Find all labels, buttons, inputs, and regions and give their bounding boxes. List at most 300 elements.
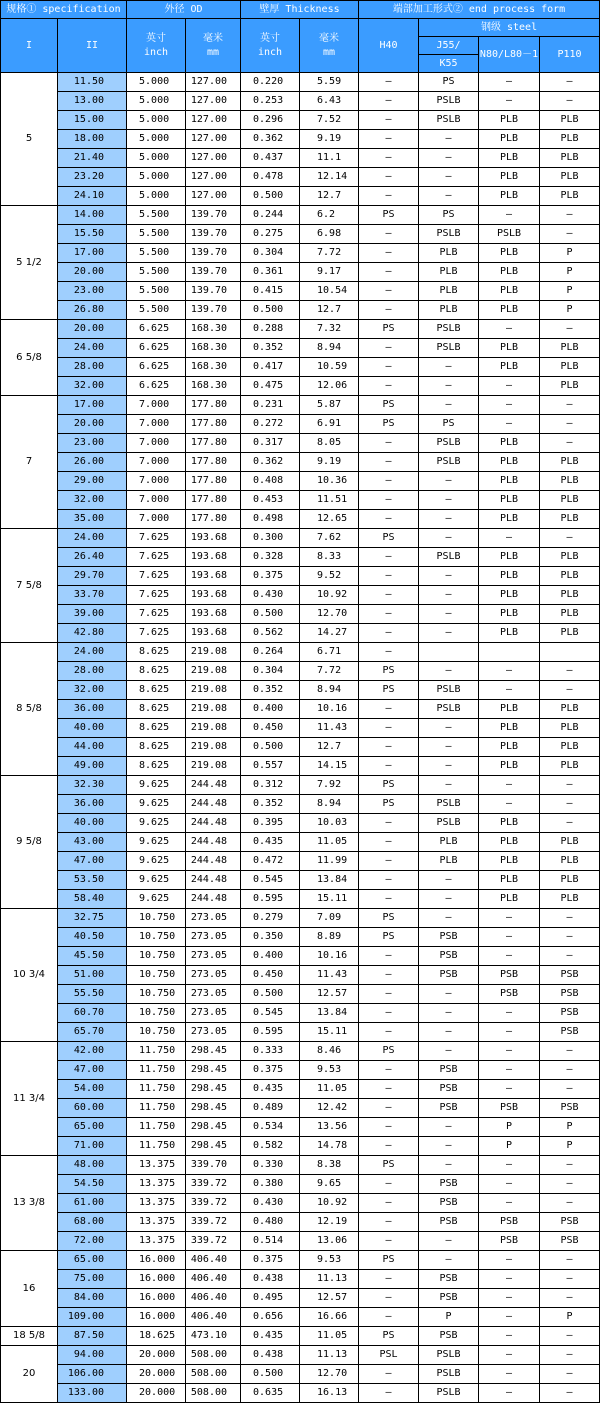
thickness-inch-cell: 0.220 — [241, 73, 300, 92]
p110-cell: – — [540, 1194, 600, 1213]
thickness-mm-cell: 10.16 — [300, 947, 359, 966]
thickness-inch-cell: 0.545 — [241, 871, 300, 890]
thickness-mm-cell: 11.99 — [300, 852, 359, 871]
od-mm-cell: 193.68 — [186, 586, 241, 605]
thickness-mm-cell: 6.43 — [300, 92, 359, 111]
table-row — [1, 814, 600, 833]
od-mm-cell: 139.70 — [186, 206, 241, 225]
p110-cell: PLB — [540, 377, 600, 396]
weight-cell: 20.00 — [58, 320, 127, 339]
thickness-inch-cell: 0.272 — [241, 415, 300, 434]
table-row — [1, 1213, 600, 1232]
weight-cell: 13.00 — [58, 92, 127, 111]
od-mm-cell: 219.08 — [186, 700, 241, 719]
table-row — [1, 1118, 600, 1137]
od-inch-cell: 10.750 — [127, 928, 186, 947]
od-inch-cell: 7.000 — [127, 491, 186, 510]
n80-cell — [479, 643, 540, 662]
p110-cell: P — [540, 301, 600, 320]
h40-cell: – — [359, 1061, 419, 1080]
od-mm-cell: 244.48 — [186, 776, 241, 795]
table-row — [1, 548, 600, 567]
table-row — [1, 263, 600, 282]
n80-cell: – — [479, 1346, 540, 1365]
h40-cell: – — [359, 1308, 419, 1327]
n80-cell: PLB — [479, 605, 540, 624]
h40-cell: – — [359, 871, 419, 890]
n80-cell: PSB — [479, 1232, 540, 1251]
j55-cell: PSB — [419, 1213, 479, 1232]
h40-cell: – — [359, 738, 419, 757]
table-row — [1, 282, 600, 301]
thickness-mm-cell: 11.1 — [300, 149, 359, 168]
weight-cell: 54.50 — [58, 1175, 127, 1194]
table-row — [1, 472, 600, 491]
h40-cell: – — [359, 1080, 419, 1099]
p110-cell: – — [540, 529, 600, 548]
od-mm-cell: 244.48 — [186, 795, 241, 814]
n80-cell: PLB — [479, 719, 540, 738]
od-inch-cell: 6.625 — [127, 339, 186, 358]
p110-cell: – — [540, 92, 600, 111]
weight-cell: 43.00 — [58, 833, 127, 852]
thickness-inch-cell: 0.304 — [241, 244, 300, 263]
thickness-mm-cell: 8.89 — [300, 928, 359, 947]
od-mm-cell: 244.48 — [186, 833, 241, 852]
od-inch-cell: 10.750 — [127, 947, 186, 966]
n80-cell: – — [479, 1365, 540, 1384]
weight-cell: 45.50 — [58, 947, 127, 966]
p110-cell: – — [540, 681, 600, 700]
od-mm-cell: 273.05 — [186, 985, 241, 1004]
weight-cell: 32.00 — [58, 491, 127, 510]
j55-cell: PSLB — [419, 92, 479, 111]
weight-cell: 42.80 — [58, 624, 127, 643]
p110-cell: – — [540, 225, 600, 244]
p110-cell: PLB — [540, 510, 600, 529]
j55-header: J55/ — [419, 37, 479, 55]
j55-cell: PSLB — [419, 814, 479, 833]
thickness-inch-cell: 0.395 — [241, 814, 300, 833]
p110-cell: – — [540, 1175, 600, 1194]
table-header — [1, 1, 600, 73]
thickness-inch-cell: 0.500 — [241, 738, 300, 757]
od-inch-cell: 7.625 — [127, 548, 186, 567]
p110-cell: – — [540, 909, 600, 928]
k55-header: K55 — [419, 55, 479, 73]
n80-cell: PLB — [479, 149, 540, 168]
h40-cell: PS — [359, 206, 419, 225]
weight-cell: 28.00 — [58, 358, 127, 377]
weight-cell: 39.00 — [58, 605, 127, 624]
thickness-inch-cell: 0.557 — [241, 757, 300, 776]
thickness-mm-cell: 9.65 — [300, 1175, 359, 1194]
od-inch-cell: 5.500 — [127, 263, 186, 282]
weight-cell: 24.10 — [58, 187, 127, 206]
p110-cell: PLB — [540, 168, 600, 187]
thickness-mm-cell: 14.78 — [300, 1137, 359, 1156]
thickness-mm-cell: 11.05 — [300, 1327, 359, 1346]
j55-cell: – — [419, 1042, 479, 1061]
h40-cell: – — [359, 1384, 419, 1403]
table-row — [1, 586, 600, 605]
n80-cell: PLB — [479, 890, 540, 909]
j55-cell: PSLB — [419, 681, 479, 700]
od-mm-cell: 219.08 — [186, 719, 241, 738]
weight-cell: 106.00 — [58, 1365, 127, 1384]
od-inch-cell: 16.000 — [127, 1251, 186, 1270]
h40-cell: – — [359, 491, 419, 510]
p110-cell: – — [540, 1270, 600, 1289]
n80-cell: PLB — [479, 434, 540, 453]
table-row — [1, 757, 600, 776]
thickness-mm-cell: 13.84 — [300, 1004, 359, 1023]
h40-cell: – — [359, 187, 419, 206]
thickness-inch-cell: 0.400 — [241, 700, 300, 719]
n80-cell: – — [479, 1270, 540, 1289]
table-row — [1, 624, 600, 643]
table-row — [1, 928, 600, 947]
thickness-inch-cell: 0.352 — [241, 681, 300, 700]
weight-cell: 29.00 — [58, 472, 127, 491]
thickness-inch-cell: 0.362 — [241, 130, 300, 149]
thickness-mm-cell: 11.13 — [300, 1346, 359, 1365]
j55-cell: – — [419, 491, 479, 510]
p110-cell: – — [540, 434, 600, 453]
od-mm-cell: 244.48 — [186, 814, 241, 833]
p110-cell: – — [540, 1384, 600, 1403]
weight-cell: 26.00 — [58, 453, 127, 472]
n80-cell: PLB — [479, 472, 540, 491]
h40-cell: – — [359, 700, 419, 719]
weight-cell: 29.70 — [58, 567, 127, 586]
thickness-mm-cell: 8.94 — [300, 681, 359, 700]
od-inch-cell: 7.000 — [127, 434, 186, 453]
p110-cell: PSB — [540, 1023, 600, 1042]
n80-cell: PSB — [479, 966, 540, 985]
thickness-mm-cell: 14.15 — [300, 757, 359, 776]
h40-cell: PS — [359, 1251, 419, 1270]
size-cell: 11 3/4 — [1, 1042, 58, 1156]
p110-cell: – — [540, 415, 600, 434]
p110-cell — [540, 643, 600, 662]
thickness-mm-cell: 10.54 — [300, 282, 359, 301]
thickness-inch-cell: 0.417 — [241, 358, 300, 377]
j55-cell: – — [419, 890, 479, 909]
thickness-inch-cell: 0.430 — [241, 1194, 300, 1213]
p110-cell: PLB — [540, 605, 600, 624]
od-mm-cell: 139.70 — [186, 301, 241, 320]
od-inch-cell: 9.625 — [127, 890, 186, 909]
weight-cell: 54.00 — [58, 1080, 127, 1099]
thickness-mm-cell: 12.65 — [300, 510, 359, 529]
thickness-inch-cell: 0.352 — [241, 795, 300, 814]
od-mm-cell: 127.00 — [186, 111, 241, 130]
od-inch-cell: 8.625 — [127, 719, 186, 738]
j55-cell: – — [419, 1137, 479, 1156]
table-row — [1, 776, 600, 795]
table-row — [1, 643, 600, 662]
od-inch-cell: 5.500 — [127, 301, 186, 320]
thickness-inch-cell: 0.352 — [241, 339, 300, 358]
od-inch-cell: 7.000 — [127, 510, 186, 529]
thickness-mm-cell: 12.7 — [300, 187, 359, 206]
thickness-inch-cell: 0.582 — [241, 1137, 300, 1156]
n80-cell: – — [479, 1289, 540, 1308]
thickness-mm-cell: 12.19 — [300, 1213, 359, 1232]
od-inch-cell: 9.625 — [127, 814, 186, 833]
thickness-inch-cell: 0.498 — [241, 510, 300, 529]
od-mm-cell: 127.00 — [186, 73, 241, 92]
table-row — [1, 567, 600, 586]
table-row — [1, 491, 600, 510]
h40-cell: PS — [359, 1156, 419, 1175]
j55-cell: – — [419, 586, 479, 605]
thickness-mm-cell: 13.84 — [300, 871, 359, 890]
od-mm-cell: 273.05 — [186, 947, 241, 966]
j55-cell: – — [419, 624, 479, 643]
thickness-inch-cell: 0.453 — [241, 491, 300, 510]
weight-cell: 53.50 — [58, 871, 127, 890]
thickness-inch-cell: 0.408 — [241, 472, 300, 491]
od-mm-cell: 193.68 — [186, 529, 241, 548]
j55-cell: – — [419, 757, 479, 776]
col-ii-header: II — [58, 19, 127, 73]
p110-cell: PLB — [540, 833, 600, 852]
p110-cell: PLB — [540, 472, 600, 491]
od-mm-cell: 177.80 — [186, 472, 241, 491]
thickness-mm-cell: 9.19 — [300, 130, 359, 149]
thickness-mm-cell: 10.03 — [300, 814, 359, 833]
od-inch-cell: 5.500 — [127, 244, 186, 263]
thickness-inch-cell: 0.330 — [241, 1156, 300, 1175]
od-mm-cell: 177.80 — [186, 396, 241, 415]
n80-cell: – — [479, 1194, 540, 1213]
weight-cell: 36.00 — [58, 795, 127, 814]
weight-cell: 23.20 — [58, 168, 127, 187]
j55-cell: – — [419, 510, 479, 529]
j55-cell: PSB — [419, 1061, 479, 1080]
p110-cell: – — [540, 396, 600, 415]
h40-cell: – — [359, 1213, 419, 1232]
p110-header: P110 — [540, 37, 600, 73]
weight-cell: 14.00 — [58, 206, 127, 225]
table-row — [1, 662, 600, 681]
j55-cell: PLB — [419, 244, 479, 263]
od-mm-cell: 193.68 — [186, 548, 241, 567]
h40-cell: – — [359, 947, 419, 966]
h40-cell: – — [359, 111, 419, 130]
table-row — [1, 358, 600, 377]
h40-cell: – — [359, 567, 419, 586]
thickness-inch-cell: 0.500 — [241, 605, 300, 624]
thickness-inch-cell: 0.500 — [241, 985, 300, 1004]
j55-cell: – — [419, 909, 479, 928]
weight-cell: 58.40 — [58, 890, 127, 909]
h40-cell: – — [359, 225, 419, 244]
p110-cell: – — [540, 1327, 600, 1346]
p110-cell: PLB — [540, 890, 600, 909]
thickness-mm-cell: 12.7 — [300, 738, 359, 757]
table-row — [1, 1346, 600, 1365]
weight-cell: 40.50 — [58, 928, 127, 947]
n80-cell: PSB — [479, 985, 540, 1004]
table-row — [1, 453, 600, 472]
n80-cell: – — [479, 1156, 540, 1175]
j55-cell: – — [419, 1023, 479, 1042]
thickness-mm-cell: 11.13 — [300, 1270, 359, 1289]
table-row — [1, 111, 600, 130]
thickness-inch-cell: 0.656 — [241, 1308, 300, 1327]
p110-cell: – — [540, 662, 600, 681]
od-mm-cell: 273.05 — [186, 928, 241, 947]
thickness-mm-cell: 5.87 — [300, 396, 359, 415]
thickness-inch-cell: 0.435 — [241, 833, 300, 852]
j55-cell: – — [419, 719, 479, 738]
j55-cell: PSB — [419, 966, 479, 985]
h40-cell: – — [359, 434, 419, 453]
thickness-mm-cell: 9.53 — [300, 1061, 359, 1080]
j55-cell: PSLB — [419, 339, 479, 358]
p110-cell: P — [540, 1137, 600, 1156]
od-mm-header: 毫米 mm — [186, 19, 241, 73]
h40-cell: – — [359, 510, 419, 529]
table-row — [1, 1080, 600, 1099]
n80-cell: – — [479, 947, 540, 966]
weight-cell: 133.00 — [58, 1384, 127, 1403]
table-row — [1, 130, 600, 149]
thickness-inch-cell: 0.495 — [241, 1289, 300, 1308]
od-inch-cell: 8.625 — [127, 681, 186, 700]
od-inch-cell: 10.750 — [127, 1004, 186, 1023]
thickness-inch-cell: 0.304 — [241, 662, 300, 681]
table-row — [1, 377, 600, 396]
n80-cell: – — [479, 909, 540, 928]
od-inch-cell: 5.000 — [127, 149, 186, 168]
od-mm-cell: 139.70 — [186, 225, 241, 244]
n80-cell: – — [479, 73, 540, 92]
weight-cell: 40.00 — [58, 814, 127, 833]
n80-cell: – — [479, 1023, 540, 1042]
table-row — [1, 434, 600, 453]
p110-cell: PLB — [540, 187, 600, 206]
thickness-mm-cell: 12.70 — [300, 605, 359, 624]
h40-cell: – — [359, 852, 419, 871]
j55-cell: PSB — [419, 928, 479, 947]
weight-cell: 65.00 — [58, 1118, 127, 1137]
p110-cell: PLB — [540, 567, 600, 586]
od-mm-cell: 273.05 — [186, 909, 241, 928]
j55-cell: P — [419, 1308, 479, 1327]
n80-cell: PLB — [479, 130, 540, 149]
thickness-mm-cell: 10.92 — [300, 1194, 359, 1213]
thickness-inch-cell: 0.400 — [241, 947, 300, 966]
od-mm-cell: 139.70 — [186, 263, 241, 282]
weight-cell: 87.50 — [58, 1327, 127, 1346]
od-mm-cell: 298.45 — [186, 1042, 241, 1061]
od-inch-cell: 7.625 — [127, 529, 186, 548]
table-row — [1, 1137, 600, 1156]
n80-cell: PLB — [479, 757, 540, 776]
thickness-inch-cell: 0.231 — [241, 396, 300, 415]
thickness-header: 壁厚 Thickness — [241, 1, 359, 19]
od-inch-cell: 16.000 — [127, 1270, 186, 1289]
od-mm-cell: 298.45 — [186, 1061, 241, 1080]
n80-cell: PLB — [479, 187, 540, 206]
n80-cell: – — [479, 1251, 540, 1270]
j55-cell: – — [419, 985, 479, 1004]
j55-cell: PSLB — [419, 320, 479, 339]
col-i-header: I — [1, 19, 58, 73]
od-inch-cell: 5.500 — [127, 206, 186, 225]
weight-cell: 42.00 — [58, 1042, 127, 1061]
od-mm-cell: 168.30 — [186, 358, 241, 377]
od-inch-cell: 7.625 — [127, 567, 186, 586]
table-row — [1, 510, 600, 529]
od-inch-cell: 11.750 — [127, 1137, 186, 1156]
j55-cell: – — [419, 1156, 479, 1175]
weight-cell: 32.75 — [58, 909, 127, 928]
thickness-inch-cell: 0.500 — [241, 1365, 300, 1384]
j55-cell — [419, 643, 479, 662]
weight-cell: 20.00 — [58, 415, 127, 434]
h40-cell: – — [359, 719, 419, 738]
thickness-mm-cell: 11.43 — [300, 966, 359, 985]
n80-cell: PSB — [479, 1099, 540, 1118]
table-row — [1, 871, 600, 890]
n80-cell: PLB — [479, 282, 540, 301]
weight-cell: 21.40 — [58, 149, 127, 168]
od-inch-cell: 5.000 — [127, 111, 186, 130]
n80-cell: – — [479, 529, 540, 548]
od-mm-cell: 508.00 — [186, 1365, 241, 1384]
p110-cell: PSB — [540, 985, 600, 1004]
weight-cell: 55.50 — [58, 985, 127, 1004]
thickness-mm-cell: 7.72 — [300, 662, 359, 681]
h40-cell: PS — [359, 681, 419, 700]
n80-cell: – — [479, 1327, 540, 1346]
h40-cell: – — [359, 605, 419, 624]
p110-cell: – — [540, 795, 600, 814]
table-row — [1, 1004, 600, 1023]
j55-cell: – — [419, 567, 479, 586]
p110-cell: PSB — [540, 1213, 600, 1232]
od-mm-cell: 139.70 — [186, 282, 241, 301]
thickness-inch-cell: 0.450 — [241, 966, 300, 985]
thickness-mm-cell: 8.05 — [300, 434, 359, 453]
j55-cell: PSLB — [419, 434, 479, 453]
size-cell: 8 5/8 — [1, 643, 58, 776]
weight-cell: 24.00 — [58, 339, 127, 358]
h40-cell: PS — [359, 396, 419, 415]
p110-cell: PLB — [540, 624, 600, 643]
od-inch-cell: 7.625 — [127, 586, 186, 605]
thickness-inch-cell: 0.362 — [241, 453, 300, 472]
n80-cell: PLB — [479, 491, 540, 510]
od-inch-cell: 8.625 — [127, 700, 186, 719]
table-row — [1, 301, 600, 320]
thickness-mm-cell: 12.57 — [300, 985, 359, 1004]
end-form-header: 端部加工形式② end process form — [359, 1, 600, 19]
h40-cell: – — [359, 263, 419, 282]
od-header: 外径 OD — [127, 1, 241, 19]
od-inch-cell: 8.625 — [127, 738, 186, 757]
table-row — [1, 985, 600, 1004]
od-mm-cell: 298.45 — [186, 1137, 241, 1156]
n80-cell: – — [479, 662, 540, 681]
n80-cell: PLB — [479, 567, 540, 586]
p110-cell: PLB — [540, 700, 600, 719]
